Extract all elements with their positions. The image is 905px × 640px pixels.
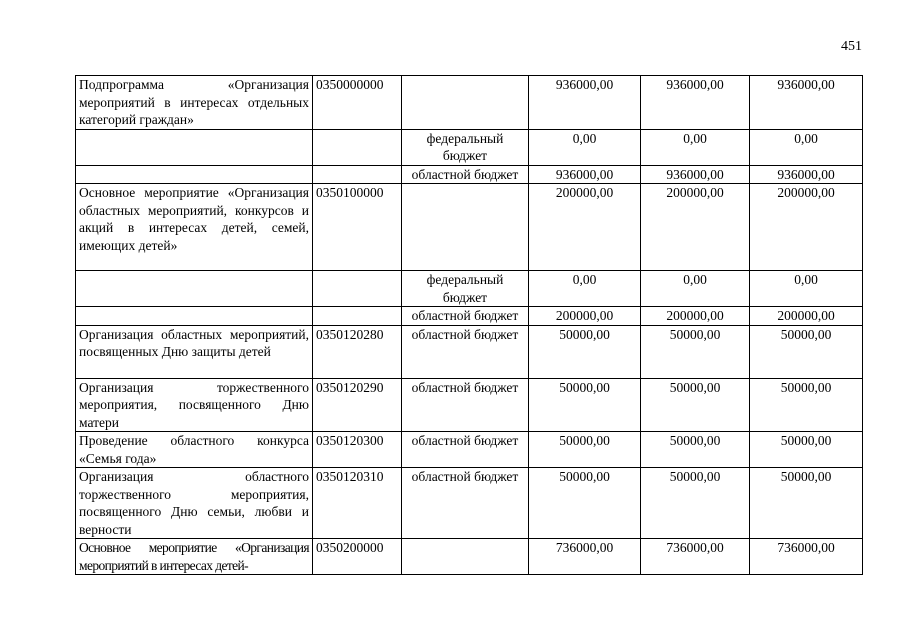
row-value-2: 936000,00: [641, 76, 750, 130]
row-name: Проведение областного конкурса «Семья года»: [76, 432, 313, 468]
row-code: 0350000000: [313, 76, 402, 130]
table-row: [76, 129, 863, 165]
row-value-3: 936000,00: [750, 165, 863, 184]
budget-table: [75, 75, 863, 575]
row-value-2: 50000,00: [641, 432, 750, 468]
row-value-3: 50000,00: [750, 432, 863, 468]
row-name: [76, 165, 313, 184]
row-value-2: 936000,00: [641, 165, 750, 184]
row-source: федеральный бюджет: [402, 271, 529, 307]
row-value-3: 0,00: [750, 271, 863, 307]
row-code: 0350120300: [313, 432, 402, 468]
table-row: [76, 378, 863, 432]
row-value-1: 50000,00: [529, 378, 641, 432]
row-source: областной бюджет: [402, 468, 529, 539]
table-row: [76, 271, 863, 307]
row-name: [76, 307, 313, 326]
row-value-3: 200000,00: [750, 307, 863, 326]
row-value-3: 0,00: [750, 129, 863, 165]
row-name: Организация областных мероприятий, посвященных Дню защиты детей: [76, 325, 313, 378]
row-value-2: 200000,00: [641, 307, 750, 326]
row-value-2: 50000,00: [641, 325, 750, 378]
row-code: 0350200000: [313, 539, 402, 575]
row-value-1: 50000,00: [529, 325, 641, 378]
row-source: [402, 539, 529, 575]
table-row: [76, 184, 863, 271]
row-value-2: 0,00: [641, 271, 750, 307]
row-source: областной бюджет: [402, 432, 529, 468]
row-source: [402, 76, 529, 130]
row-value-2: 736000,00: [641, 539, 750, 575]
table-row: [76, 539, 863, 575]
row-value-3: 50000,00: [750, 468, 863, 539]
row-code: 0350120280: [313, 325, 402, 378]
row-value-1: 0,00: [529, 271, 641, 307]
row-source: областной бюджет: [402, 378, 529, 432]
row-value-2: 50000,00: [641, 468, 750, 539]
row-code: [313, 165, 402, 184]
row-source: [402, 184, 529, 271]
row-value-3: 200000,00: [750, 184, 863, 271]
row-code: [313, 307, 402, 326]
page-number: 451: [841, 39, 862, 54]
table-row: [76, 76, 863, 130]
row-code: 0350100000: [313, 184, 402, 271]
row-name: Основное мероприятие «Организация мероприятий в интересах детей-: [76, 539, 313, 575]
row-name: Подпрограмма «Организация мероприятий в интересах отдельных категорий граждан»: [76, 76, 313, 130]
row-value-1: 936000,00: [529, 165, 641, 184]
row-code: 0350120290: [313, 378, 402, 432]
row-code: [313, 271, 402, 307]
row-source: федеральный бюджет: [402, 129, 529, 165]
table-row: [76, 325, 863, 378]
row-name: [76, 129, 313, 165]
row-name: [76, 271, 313, 307]
table-row: [76, 432, 863, 468]
row-value-1: 200000,00: [529, 184, 641, 271]
row-source: областной бюджет: [402, 165, 529, 184]
row-value-1: 50000,00: [529, 468, 641, 539]
row-value-1: 736000,00: [529, 539, 641, 575]
row-name: Организация областного торжественного мероприятия, посвященного Дню семьи, любви и верности: [76, 468, 313, 539]
row-name: Организация торжественного мероприятия, посвященного Дню матери: [76, 378, 313, 432]
row-value-1: 200000,00: [529, 307, 641, 326]
row-source: областной бюджет: [402, 325, 529, 378]
row-value-1: 936000,00: [529, 76, 641, 130]
row-value-1: 50000,00: [529, 432, 641, 468]
row-code: [313, 129, 402, 165]
table-row: [76, 165, 863, 184]
row-name: Основное мероприятие «Организация областных мероприятий, конкурсов и акций в интересах детей, семей, имеющих детей»: [76, 184, 313, 271]
row-value-2: 0,00: [641, 129, 750, 165]
row-source: областной бюджет: [402, 307, 529, 326]
row-value-2: 50000,00: [641, 378, 750, 432]
row-code: 0350120310: [313, 468, 402, 539]
row-value-2: 200000,00: [641, 184, 750, 271]
table-row: [76, 307, 863, 326]
row-value-3: 736000,00: [750, 539, 863, 575]
table-row: [76, 468, 863, 539]
row-value-3: 936000,00: [750, 76, 863, 130]
row-value-3: 50000,00: [750, 325, 863, 378]
row-value-3: 50000,00: [750, 378, 863, 432]
row-value-1: 0,00: [529, 129, 641, 165]
